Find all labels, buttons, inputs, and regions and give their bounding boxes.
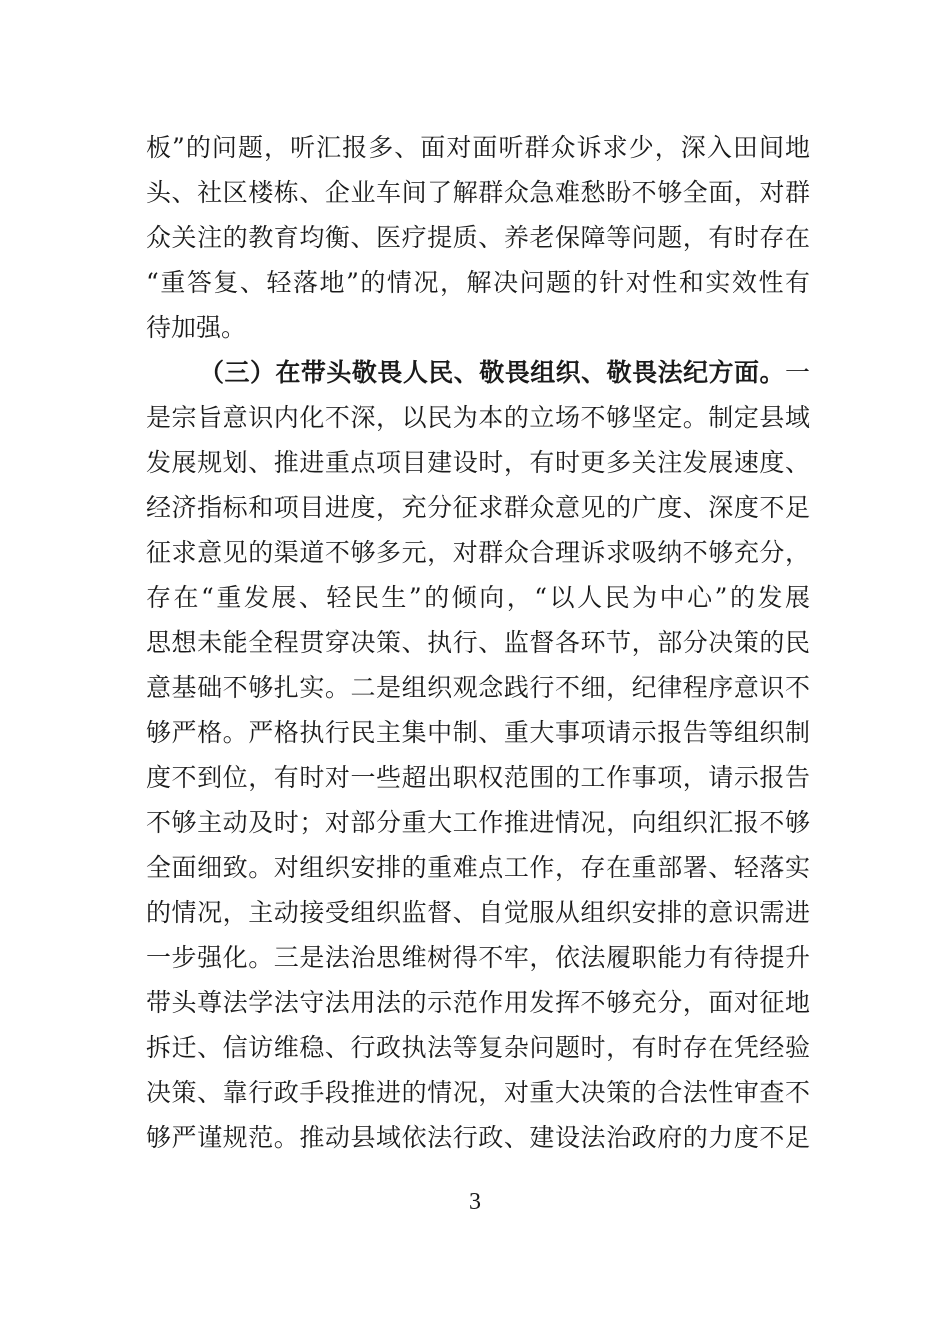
paragraph-line: 决策、靠行政手段推进的情况，对重大决策的合法性审查不 [146,1078,810,1107]
paragraph-line: 一步强化。三是法治思维树得不牢，依法履职能力有待提升 [146,943,810,972]
paragraph-line: 带头尊法学法守法用法的示范作用发挥不够充分，面对征地 [146,988,810,1017]
paragraph-line: 板”的问题，听汇报多、面对面听群众诉求少，深入田间地 [146,133,810,162]
paragraph-line: 拆迁、信访维稳、行政执法等复杂问题时，有时存在凭经验 [146,1033,810,1062]
section-three-paragraph [146,350,810,1160]
paragraph-line: 众关注的教育均衡、医疗提质、养老保障等问题，有时存在 [146,223,810,252]
section-heading-line [146,350,810,395]
section-first-line-rest: 一 [784,358,810,387]
page-number: 3 [469,1189,481,1215]
intro-paragraph [146,125,810,350]
section-heading: （三）在带头敬畏人民、敬畏组织、敬畏法纪方面。 [199,358,785,387]
paragraph-line: 征求意见的渠道不够多元，对群众合理诉求吸纳不够充分， [146,538,810,567]
paragraph-line: 够严格。严格执行民主集中制、重大事项请示报告等组织制 [146,718,810,747]
paragraph-line: 全面细致。对组织安排的重难点工作，存在重部署、轻落实 [146,853,810,882]
paragraph-line: 待加强。 [146,313,247,342]
paragraph-line: “重答复、轻落地”的情况，解决问题的针对性和实效性有 [146,268,810,297]
paragraph-line: 的情况，主动接受组织监督、自觉服从组织安排的意识需进 [146,898,810,927]
paragraph-line: 度不到位，有时对一些超出职权范围的工作事项，请示报告 [146,763,810,792]
paragraph-line: 思想未能全程贯穿决策、执行、监督各环节，部分决策的民 [146,628,810,657]
paragraph-line: 存在“重发展、轻民生”的倾向，“以人民为中心”的发展 [146,583,811,612]
paragraph-line: 不够主动及时；对部分重大工作推进情况，向组织汇报不够 [146,808,810,837]
paragraph-line: 是宗旨意识内化不深，以民为本的立场不够坚定。制定县域 [146,403,810,432]
paragraph-line: 够严谨规范。推动县域依法行政、建设法治政府的力度不足 [146,1123,810,1152]
paragraph-line: 发展规划、推进重点项目建设时，有时更多关注发展速度、 [146,448,810,477]
paragraph-line: 经济指标和项目进度，充分征求群众意见的广度、深度不足 [146,493,810,522]
paragraph-line: 意基础不够扎实。二是组织观念践行不细，纪律程序意识不 [146,673,810,702]
paragraph-line: 头、社区楼栋、企业车间了解群众急难愁盼不够全面，对群 [146,178,810,207]
